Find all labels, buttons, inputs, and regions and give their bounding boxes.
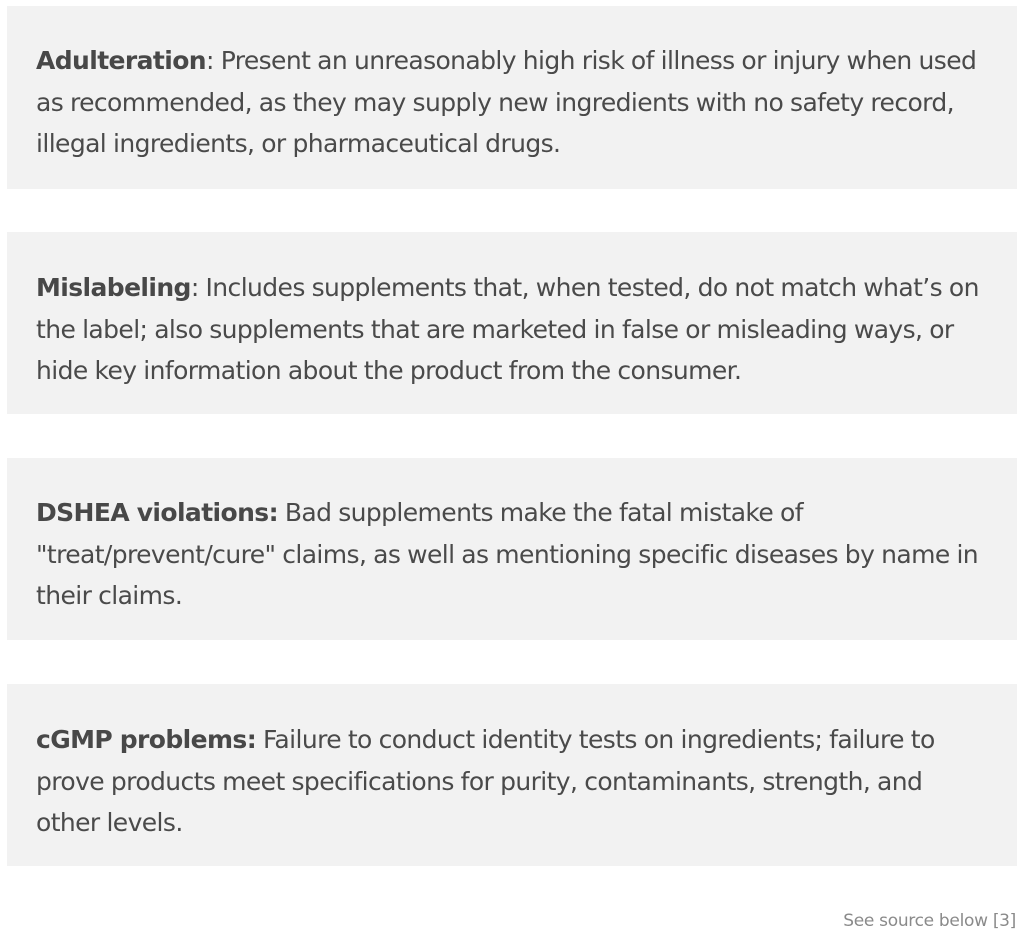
- info-card-mislabeling: [7, 232, 1017, 414]
- info-card-text: [36, 492, 989, 617]
- info-card-description: Bad supplements make the fatal mistake of "treat/prevent/cure" claims, as well as mentioning specific diseases by name in their claims.: [36, 498, 979, 610]
- source-note: See source below [3]: [843, 911, 1016, 931]
- info-card-dshea-violations: [7, 458, 1017, 640]
- info-card-term: DSHEA violations:: [36, 498, 278, 527]
- info-card-text: [36, 719, 989, 844]
- info-card-term: Mislabeling: [36, 273, 191, 302]
- info-card-text: [36, 40, 989, 165]
- info-card-cgmp-problems: [7, 684, 1017, 866]
- info-card-description: Failure to conduct identity tests on ingredients; failure to prove products meet specifications for purity, contaminants, strength, and other levels.: [36, 725, 935, 837]
- info-card-term: cGMP problems:: [36, 725, 257, 754]
- info-card-text: [36, 267, 989, 392]
- info-card-adulteration: [7, 6, 1017, 189]
- info-card-term: Adulteration: [36, 46, 207, 75]
- info-card-separator: :: [190, 273, 199, 302]
- info-card-description: Includes supplements that, when tested, do not match what’s on the label; also supplements that are marketed in false or misleading ways, or hide key information about the product from the consumer.: [36, 273, 979, 385]
- info-card-description: Present an unreasonably high risk of illness or injury when used as recommended, as they may supply new ingredients with no safety record, illegal ingredients, or pharmaceutical drugs.: [36, 46, 977, 158]
- info-card-separator: :: [206, 46, 214, 75]
